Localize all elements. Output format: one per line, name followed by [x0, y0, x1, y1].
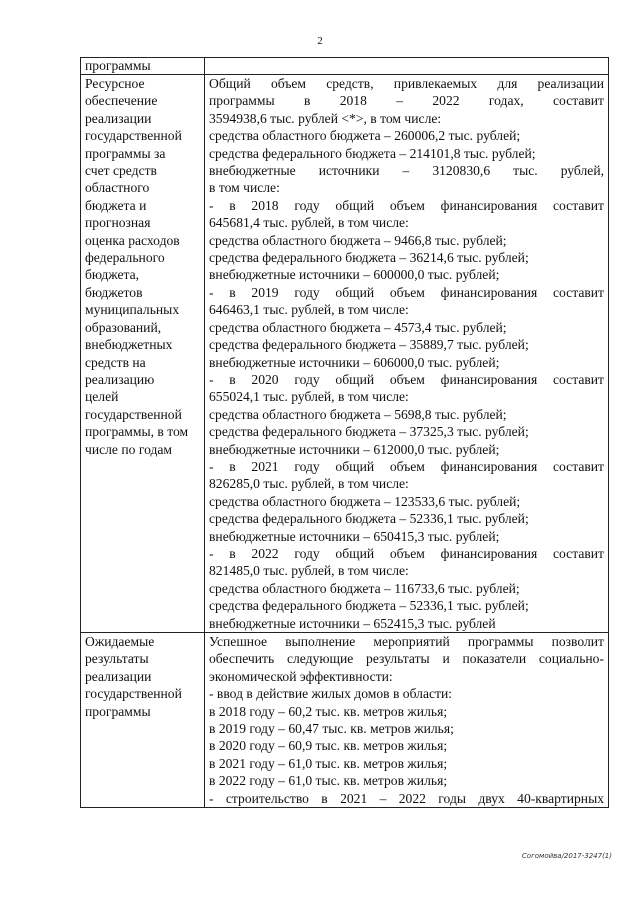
row-resource-provision — [81, 75, 609, 633]
label-line: средств на — [85, 354, 146, 370]
content-line: внебюджетные источники – 606000,0 тыс. рублей; — [209, 354, 500, 370]
row-label-cell — [81, 58, 205, 75]
content-line: - в 2018 году общий объем финансирования составит — [209, 197, 604, 213]
label-line: Ресурсное — [85, 76, 145, 91]
label-line: результаты — [85, 651, 149, 667]
content-line: в 2022 году – 61,0 тыс. кв. метров жилья; — [209, 773, 448, 789]
content-line: Успешное выполнение мероприятий программы позволит — [209, 634, 604, 649]
content-line: средства областного бюджета – 123533,6 тыс. рублей; — [209, 493, 521, 509]
content-line: в 2018 году – 60,2 тыс. кв. метров жилья; — [209, 703, 448, 719]
content-line: внебюджетные источники – 600000,0 тыс. рублей; — [209, 267, 500, 283]
label-line: муниципальных — [85, 302, 180, 318]
label-line: областного — [85, 180, 150, 196]
label-line: обеспечение — [85, 93, 158, 109]
content-line: средства федерального бюджета – 52336,1 тыс. рублей; — [209, 511, 529, 527]
label-line: реализации — [85, 668, 152, 684]
label-line: целей — [85, 389, 119, 405]
label-line: внебюджетных — [85, 337, 173, 353]
content-line: внебюджетные источники – 650415,3 тыс. рублей; — [209, 528, 500, 544]
content-line: - в 2019 году общий объем финансирования составит — [209, 284, 604, 300]
row-program-continuation — [81, 58, 609, 75]
content-line: - в 2022 году общий объем финансирования составит — [209, 545, 604, 561]
label-line: бюджета и — [85, 197, 147, 213]
content-line: средства федерального бюджета – 36214,6 тыс. рублей; — [209, 250, 529, 266]
content-line: 655024,1 тыс. рублей, в том числе: — [209, 389, 409, 405]
content-line: 821485,0 тыс. рублей, в том числе: — [209, 563, 409, 579]
content-line: 3594938,6 тыс. рублей <*>, в том числе: — [209, 110, 442, 126]
content-line: программы в 2018 – 2022 годах, составит — [209, 93, 604, 109]
label-line: реализации — [85, 110, 152, 126]
label-line: государственной — [85, 686, 182, 702]
label-line: образований, — [85, 319, 162, 335]
content-line: средства федерального бюджета – 37325,3 тыс. рублей; — [209, 424, 529, 440]
content-line: - в 2021 году общий объем финансирования составит — [209, 458, 604, 474]
content-line: - в 2020 году общий объем финансирования составит — [209, 371, 604, 387]
row-content-cell — [205, 75, 609, 633]
content-line: обеспечить следующие результаты и показатели социально- — [209, 651, 604, 667]
row-label-cell — [81, 75, 205, 633]
content-line: средства федерального бюджета – 52336,1 тыс. рублей; — [209, 598, 529, 614]
content-line: экономической эффективности: — [209, 668, 393, 684]
label-line: бюджетов — [85, 284, 143, 300]
content-line: средства областного бюджета – 9466,8 тыс. рублей; — [209, 232, 507, 248]
label-line: числе по годам — [85, 441, 173, 457]
content-line: средства областного бюджета – 116733,6 тыс. рублей; — [209, 580, 520, 596]
content-line: 826285,0 тыс. рублей, в том числе: — [209, 476, 409, 492]
label-line: оценка расходов — [85, 232, 180, 248]
row-content-cell — [205, 633, 609, 808]
content-line: средства областного бюджета – 5698,8 тыс. рублей; — [209, 406, 507, 422]
content-line: внебюджетные источники – 612000,0 тыс. рублей; — [209, 441, 500, 457]
label-line: государственной — [85, 406, 182, 422]
label-line: программы — [85, 58, 151, 73]
label-line: прогнозная — [85, 215, 151, 231]
label-line: реализацию — [85, 371, 155, 387]
content-line: средства областного бюджета – 260006,2 тыс. рублей; — [209, 128, 521, 144]
content-line: Общий объем средств, привлекаемых для реализации — [209, 76, 604, 91]
label-line: бюджета, — [85, 267, 140, 283]
label-line: счет средств — [85, 163, 157, 179]
content-line: средства федерального бюджета – 214101,8 тыс. рублей; — [209, 145, 536, 161]
page-number: 2 — [317, 35, 323, 47]
content-line: - строительство в 2021 – 2022 годы двух 40-квартирных — [209, 790, 604, 806]
content-line: в том числе: — [209, 180, 280, 196]
content-line: в 2021 году – 61,0 тыс. кв. метров жилья; — [209, 755, 448, 771]
label-line: федерального — [85, 250, 165, 266]
label-line: программы за — [85, 145, 166, 161]
row-label-cell — [81, 633, 205, 808]
content-line: - ввод в действие жилых домов в области: — [209, 686, 453, 702]
label-line: Ожидаемые — [85, 634, 155, 649]
label-line: программы, в том — [85, 424, 189, 440]
content-line: средства областного бюджета – 4573,4 тыс. рублей; — [209, 319, 507, 335]
content-line: внебюджетные источники – 652415,3 тыс. рублей — [209, 615, 496, 631]
content-line: 646463,1 тыс. рублей, в том числе: — [209, 302, 409, 318]
row-expected-results — [81, 633, 609, 808]
content-line: 645681,4 тыс. рублей, в том числе: — [209, 215, 409, 231]
content-line: средства федерального бюджета – 35889,7 тыс. рублей; — [209, 337, 529, 353]
label-line: государственной — [85, 128, 182, 144]
content-line: внебюджетные источники – 3120830,6 тыс. рублей, — [209, 163, 604, 179]
document-registration-code: Согомойва/2017-3247(1) — [521, 852, 612, 860]
program-passport-table — [80, 57, 609, 808]
row-content-cell — [205, 58, 609, 75]
label-line: программы — [85, 703, 151, 719]
content-line: в 2019 году – 60,47 тыс. кв. метров жилья; — [209, 721, 454, 737]
content-line: в 2020 году – 60,9 тыс. кв. метров жилья; — [209, 738, 448, 754]
